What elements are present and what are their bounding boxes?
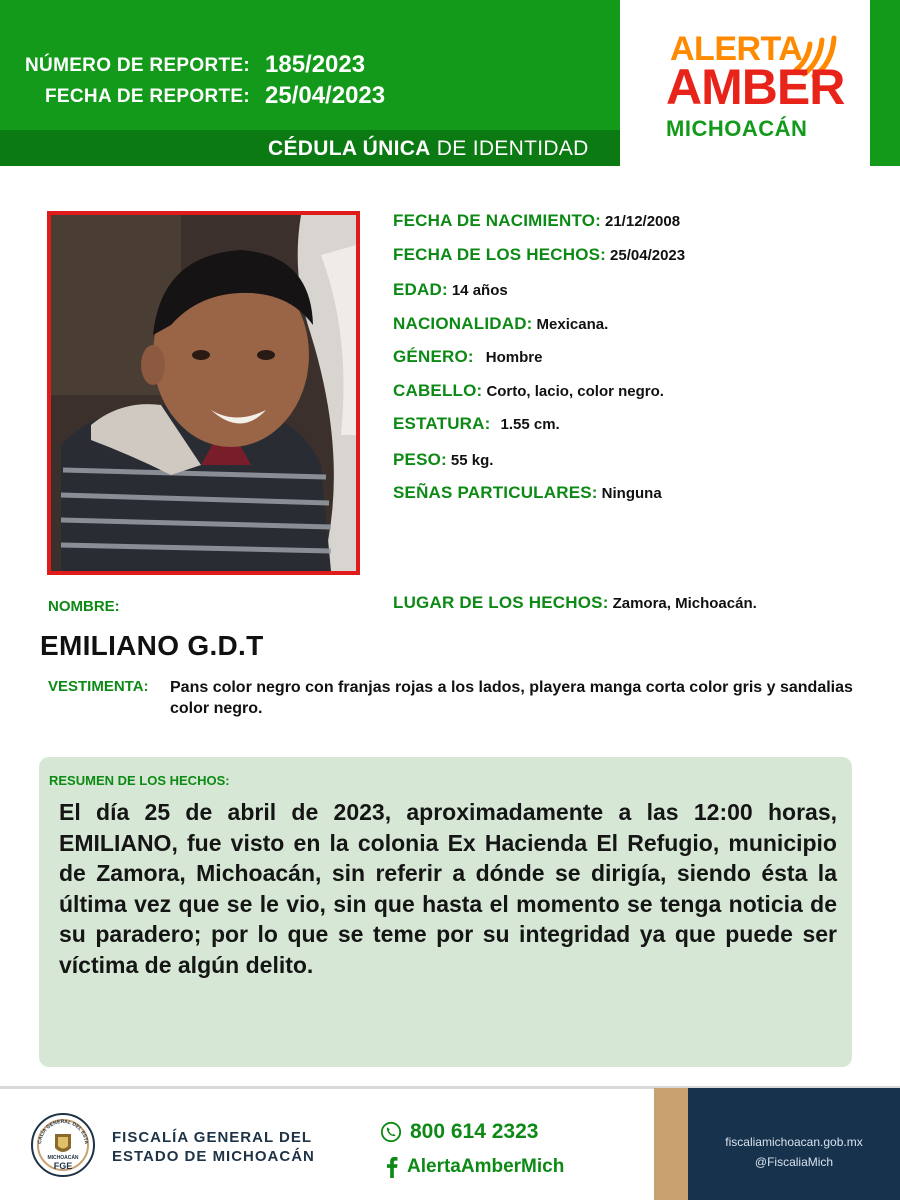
cedula-title-light: DE IDENTIDAD — [436, 137, 589, 160]
field-value: Mexicana. — [536, 316, 609, 333]
clothing-description: Pans color negro con franjas rojas a los lados, playera manga corta color gris y sandalias color negro. — [170, 679, 853, 717]
field-value: 1.55 cm. — [500, 416, 560, 433]
field-age — [393, 280, 508, 300]
seal-state: MICHOACÁN — [47, 1155, 79, 1161]
person-name: EMILIANO G.D.T — [40, 630, 264, 661]
phone-contact[interactable] — [380, 1120, 538, 1144]
report-number: 185/2023 — [265, 51, 366, 78]
fge-seal-icon — [30, 1112, 96, 1178]
cedula-title-bold: CÉDULA ÚNICA — [268, 137, 431, 160]
photo-illustration — [51, 215, 356, 571]
website-link[interactable]: fiscaliamichoacan.gob.mx — [725, 1135, 863, 1149]
field-value: 55 kg. — [450, 452, 494, 469]
logo-alerta-text: ALERTA — [670, 30, 803, 68]
phone-number: 800 614 2323 — [410, 1120, 539, 1143]
field-label: EDAD: — [393, 280, 448, 299]
seal-abbr: FGE — [53, 1161, 73, 1171]
facebook-handle: AlertaAmberMich — [407, 1156, 565, 1178]
field-distinguishing-marks — [393, 483, 662, 503]
fge-name-line1: FISCALÍA GENERAL DEL — [112, 1129, 313, 1146]
summary-label: RESUMEN DE LOS HECHOS: — [49, 773, 230, 788]
report-date-label: FECHA DE REPORTE: — [45, 86, 250, 107]
field-event-date — [393, 245, 685, 265]
field-height — [393, 414, 560, 434]
fge-name — [112, 1128, 315, 1166]
facebook-contact[interactable] — [385, 1156, 564, 1178]
field-weight — [393, 450, 493, 470]
field-label: SEÑAS PARTICULARES: — [393, 483, 598, 502]
fge-name-line2: ESTADO DE MICHOACÁN — [112, 1148, 315, 1165]
field-event-location — [393, 593, 757, 613]
field-label: FECHA DE LOS HECHOS: — [393, 245, 607, 264]
field-value: 14 años — [451, 282, 508, 299]
footer-accent-strip — [654, 1088, 688, 1200]
field-nationality — [393, 314, 608, 334]
field-label: FECHA DE NACIMIENTO: — [393, 211, 601, 230]
report-date: 25/04/2023 — [265, 82, 386, 109]
facebook-icon — [385, 1156, 399, 1178]
seal-ring-text: CALÍA GENERAL DEL ESTA — [36, 1118, 90, 1145]
header-right-strip — [870, 0, 900, 166]
field-label: NACIONALIDAD: — [393, 314, 533, 333]
field-value: Hombre — [485, 349, 543, 366]
name-label: NOMBRE: — [48, 598, 120, 615]
field-label: LUGAR DE LOS HECHOS: — [393, 593, 609, 612]
field-value: 21/12/2008 — [605, 213, 681, 230]
field-value: Corto, lacio, color negro. — [486, 383, 664, 400]
field-label: ESTATURA: — [393, 414, 491, 433]
field-hair — [393, 381, 664, 401]
web-contacts — [688, 1132, 900, 1172]
clothing-label: VESTIMENTA: — [48, 678, 149, 695]
missing-person-photo — [47, 211, 360, 575]
field-value: 25/04/2023 — [610, 247, 686, 264]
field-gender — [393, 347, 542, 367]
field-value: Zamora, Michoacán. — [612, 595, 757, 612]
phone-icon — [380, 1121, 402, 1143]
twitter-handle[interactable]: @FiscaliaMich — [754, 1155, 834, 1169]
summary-text: El día 25 de abril de 2023, aproximadamente a las 12:00 horas, EMILIANO, fue visto en la colonia Ex Hacienda El Refugio, municipio de Zamora, Michoacán, sin referir a dónde se dirigía, siendo ésta la última vez que se le vio, sin que hasta el momento se tenga noticia de su paradero; por lo que se teme por su integridad ya que puede ser víctima de algún delito. — [59, 799, 837, 978]
field-label: GÉNERO: — [393, 347, 474, 366]
field-label: CABELLO: — [393, 381, 483, 400]
report-number-label: NÚMERO DE REPORTE: — [25, 55, 250, 76]
field-birth-date — [393, 211, 680, 231]
cedula-title — [268, 137, 589, 161]
logo-michoacan-text: MICHOACÁN — [666, 116, 808, 141]
summary-box — [39, 757, 852, 1067]
field-value: Ninguna — [601, 485, 662, 502]
logo-amber-text: AMBER — [666, 59, 845, 115]
alerta-amber-logo — [640, 24, 850, 144]
field-label: PESO: — [393, 450, 447, 469]
